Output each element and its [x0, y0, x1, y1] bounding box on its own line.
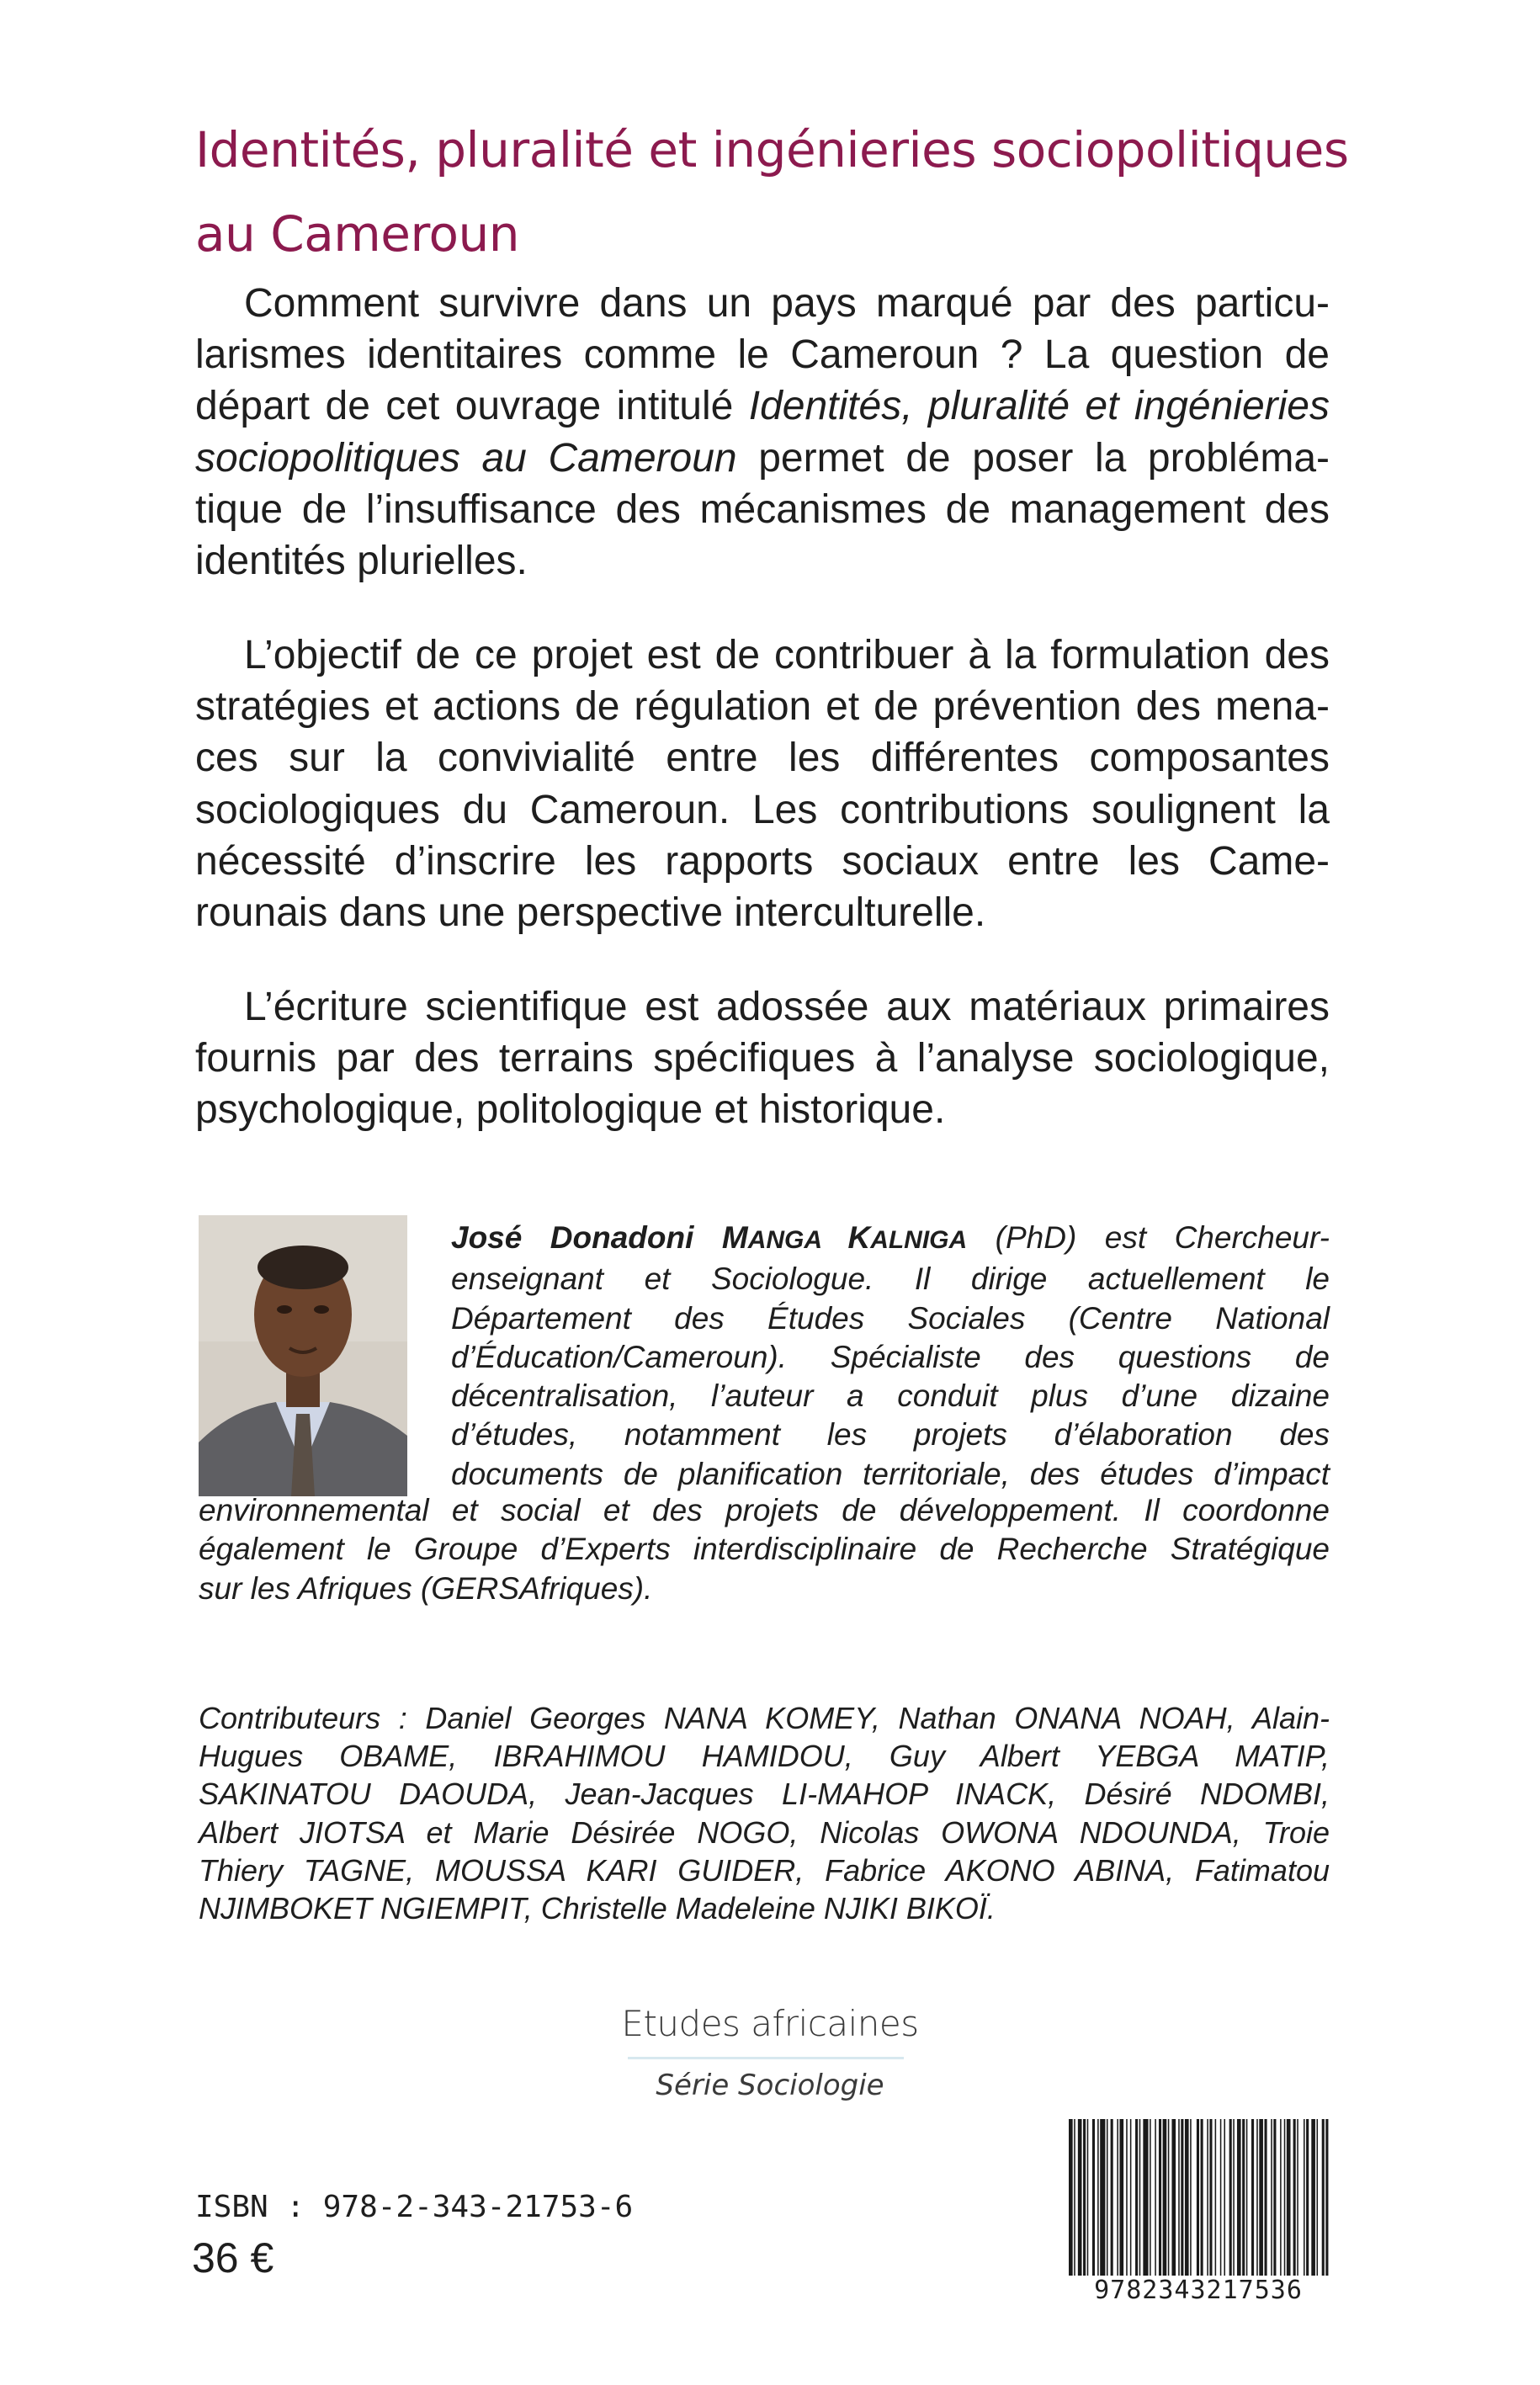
barcode-bar [1100, 2119, 1105, 2276]
barcode-bar [1220, 2119, 1222, 2276]
barcode-bar [1259, 2119, 1263, 2276]
barcode-bar [1325, 2119, 1328, 2276]
text-line [195, 433, 1330, 484]
series-divider [628, 2057, 904, 2059]
text-line: environnemental et social et des projets de développement. Il coordonne [199, 1493, 1330, 1527]
text-run: permet de poser la probléma- [736, 435, 1330, 481]
series-name: Etudes africaines [621, 2003, 919, 2044]
text-line: sociologiques du Cameroun. Les contributions soulignent la [195, 787, 1330, 832]
barcode-bar [1107, 2119, 1108, 2276]
barcode-bar [1209, 2119, 1212, 2276]
barcode-bar [1273, 2119, 1276, 2276]
barcode-bar [1280, 2119, 1282, 2276]
book-title-italic: sociopolitiques au Cameroun [195, 435, 737, 481]
book-title [195, 108, 1390, 276]
barcode-bar [1224, 2119, 1225, 2276]
barcode-bar [1117, 2119, 1118, 2276]
barcode-bar [1190, 2119, 1192, 2276]
barcode-bar [1242, 2119, 1245, 2276]
series-subtitle: Série Sociologie [656, 2069, 884, 2102]
barcode-digits: 9782343217536 [1094, 2276, 1303, 2305]
summary-paragraph-1 [195, 278, 1330, 587]
text-line: stratégies et actions de régulation et de prévention des mena- [195, 684, 1330, 730]
barcode-bar [1155, 2119, 1156, 2276]
barcode-bar [1256, 2119, 1258, 2276]
text-line: décentralisation, l’auteur a conduit plus d’une dizaine [451, 1378, 1330, 1414]
barcode-bar [1201, 2119, 1203, 2276]
barcode-bar [1069, 2119, 1073, 2276]
barcode-bar [1143, 2119, 1148, 2276]
text-line: documents de planification territoriale, des études d’impact [451, 1456, 1330, 1491]
text-line: L’écriture scientifique est adossée aux matériaux primaires [244, 985, 1330, 1029]
text-run: (PhD) est Chercheur- [967, 1220, 1330, 1255]
author-surname-rest: ALNIGA [870, 1226, 968, 1254]
text-line: SAKINATOU DAOUDA, Jean-Jacques LI-MAHOP INACK, Désiré NDOMBI, [199, 1777, 1330, 1812]
text-run: départ de cet ouvrage intitulé [195, 384, 749, 429]
author-surname-rest: ANGA [747, 1226, 848, 1254]
author-surname-initial: K [847, 1220, 871, 1255]
contributors-list [199, 1699, 1330, 1927]
barcode-bar [1119, 2119, 1123, 2276]
barcode-bar [1087, 2119, 1089, 2276]
barcode-bar [1135, 2119, 1138, 2276]
author-name [451, 1220, 967, 1255]
barcode-bar [1130, 2119, 1132, 2276]
text-line: d’études, notamment les projets d’élaboration des [451, 1417, 1330, 1453]
author-photo [199, 1215, 407, 1496]
text-line: Comment survivre dans un pays marqué par des particu- [244, 281, 1330, 326]
text-line: larismes identitaires comme le Cameroun ? La question de [195, 332, 1330, 378]
text-line: Albert JIOTSA et Marie Désirée NOGO, Nicolas OWONA NDOUNDA, Troie [199, 1814, 1330, 1850]
author-first-names: José Donadoni [451, 1220, 722, 1255]
barcode-bar [1083, 2119, 1086, 2276]
barcode-bar [1197, 2119, 1199, 2276]
barcode-bar [1139, 2119, 1141, 2276]
barcode-bar [1229, 2119, 1232, 2276]
text-line: nécessité d’inscrire les rapports sociaux entre les Came- [195, 838, 1330, 884]
barcode-bar [1233, 2119, 1235, 2276]
text-line: L’objectif de ce projet est de contribuer à la formulation des [244, 633, 1330, 677]
barcode-bar [1251, 2119, 1254, 2276]
text-line: Département des Études Sociales (Centre National [451, 1300, 1330, 1336]
text-line: psychologique, politologique et historique. [195, 1087, 946, 1133]
barcode-bar [1074, 2119, 1075, 2276]
barcode-bar [1097, 2119, 1099, 2276]
summary-paragraph-2 [195, 629, 1330, 938]
text-line: sur les Afriques (GERSAfriques). [199, 1570, 653, 1606]
text-line [451, 1219, 1330, 1260]
text-line: ces sur la convivialité entre les différentes composantes [195, 736, 1330, 781]
text-line: identités plurielles. [195, 539, 528, 584]
text-line [195, 380, 1330, 432]
text-line: Hugues OBAME, IBRAHIMOU HAMIDOU, Guy Albert YEBGA MATIP, [199, 1739, 1330, 1774]
barcode-bar [1163, 2119, 1167, 2276]
text-line: NJIMBOKET NGIEMPIT, Christelle Madeleine NJIKI BIKOÏ. [199, 1891, 996, 1926]
barcode-bar [1092, 2119, 1095, 2276]
barcode-bar [1185, 2119, 1189, 2276]
book-title-line-2: au Cameroun [195, 205, 520, 263]
barcode-bar [1271, 2119, 1272, 2276]
text-line: Contributeurs : Daniel Georges NANA KOMEY, Nathan ONANA NOAH, Alain- [199, 1701, 1330, 1735]
author-bio-continued [199, 1491, 1330, 1608]
text-line: également le Groupe d’Experts interdisciplinaire de Recherche Stratégique [199, 1532, 1330, 1567]
summary-paragraph-3 [195, 981, 1330, 1136]
barcode-bar [1287, 2119, 1291, 2276]
barcode-bar [1126, 2119, 1128, 2276]
isbn: ISBN : 978-2-343-21753-6 [195, 2190, 634, 2224]
book-title-italic: Identités, pluralité et ingénieries [748, 384, 1330, 429]
barcode-bar [1293, 2119, 1296, 2276]
barcode-bar [1304, 2119, 1305, 2276]
barcode-bar [1297, 2119, 1298, 2276]
barcode-bar [1181, 2119, 1183, 2276]
author-portrait-icon [199, 1215, 407, 1496]
barcode-bar [1284, 2119, 1286, 2276]
text-line: enseignant et Sociologue. Il dirige actuellement le [451, 1262, 1330, 1297]
author-surname-initial: M [721, 1220, 748, 1255]
barcode-bar [1215, 2119, 1217, 2276]
text-line: Thiery TAGNE, MOUSSA KARI GUIDER, Fabrice AKONO ABINA, Fatimatou [199, 1852, 1330, 1888]
barcode-icon [1065, 2119, 1331, 2276]
barcode-bar [1078, 2119, 1082, 2276]
author-bio [451, 1219, 1330, 1494]
barcode-bar [1317, 2119, 1319, 2276]
barcode-bar [1265, 2119, 1267, 2276]
text-line: fournis par des terrains spécifiques à l’analyse sociologique, [195, 1036, 1330, 1081]
barcode-bar [1159, 2119, 1161, 2276]
text-line: tique de l’insuffisance des mécanismes de management des [195, 486, 1330, 532]
barcode-bar [1207, 2119, 1208, 2276]
text-line: d’Éducation/Cameroun). Spécialiste des questions de [451, 1339, 1330, 1374]
barcode-bar [1168, 2119, 1170, 2276]
barcode-bar [1178, 2119, 1180, 2276]
barcode-bar [1322, 2119, 1325, 2276]
price: 36 € [192, 2234, 274, 2281]
text-line: rounais dans une perspective interculturelle. [195, 890, 986, 936]
barcode-bar [1237, 2119, 1241, 2276]
barcode-bar [1311, 2119, 1315, 2276]
barcode-bar [1111, 2119, 1113, 2276]
barcode-bar [1246, 2119, 1248, 2276]
barcode-bar [1306, 2119, 1309, 2276]
book-title-line-1: Identités, pluralité et ingénieries sociopolitiques [195, 121, 1349, 178]
barcode-bar [1171, 2119, 1176, 2276]
barcode-bar [1150, 2119, 1151, 2276]
